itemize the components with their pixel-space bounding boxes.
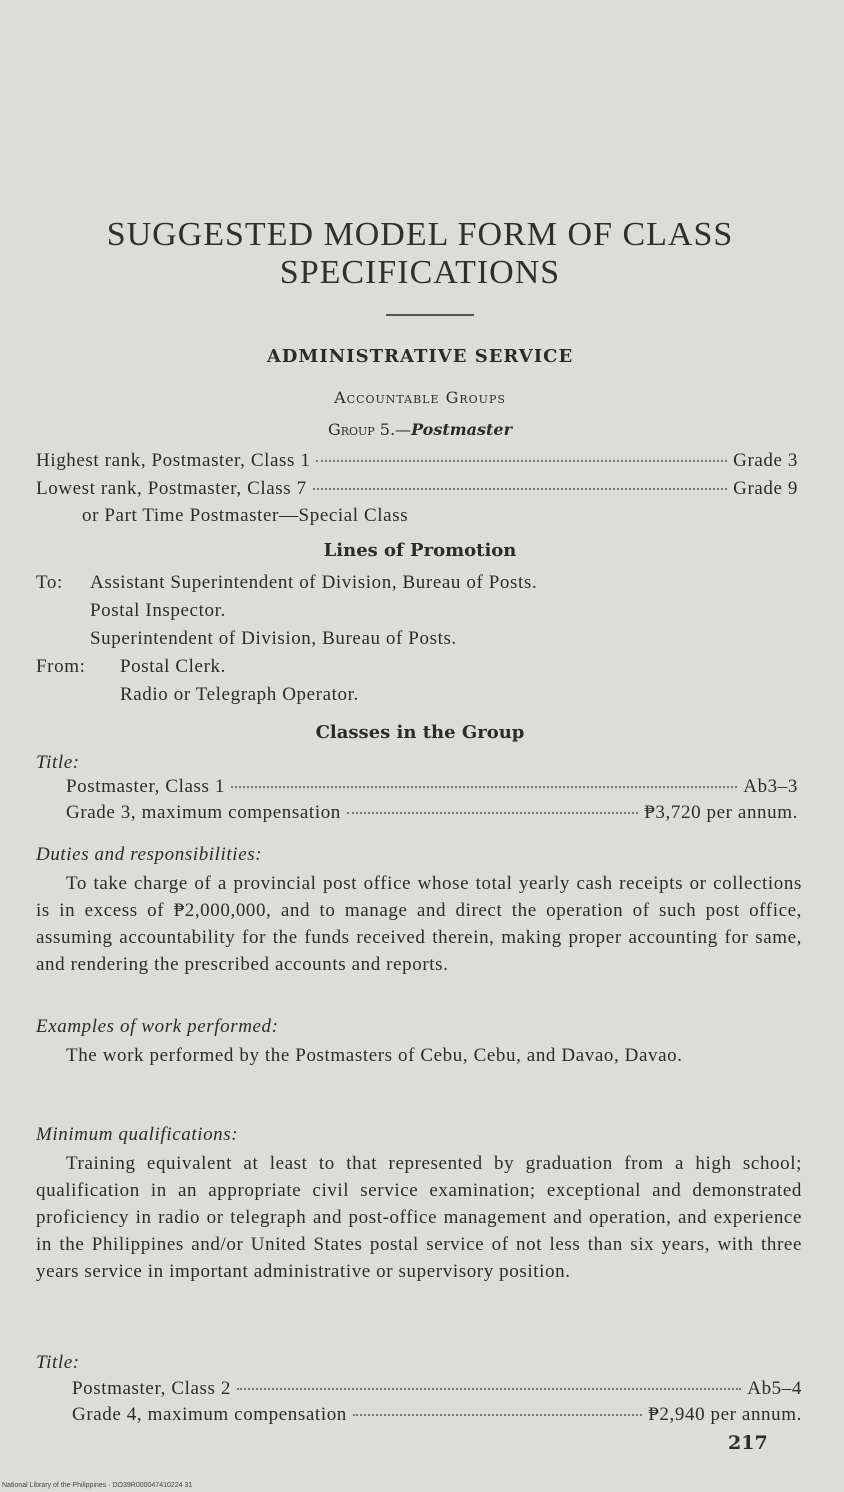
group-heading [80, 420, 760, 439]
leader-dots [313, 488, 727, 490]
leader-dots [231, 786, 737, 788]
service-heading: ADMINISTRATIVE SERVICE [266, 346, 574, 367]
class1-compensation: ₱3,720 per annum. [644, 802, 798, 823]
lowest-rank-grade: Grade 9 [733, 478, 798, 499]
leader-dots [237, 1388, 741, 1390]
examples-label: Examples of work performed: [36, 1016, 279, 1037]
class2-title-label: Title: [36, 1352, 80, 1373]
class1-code: Ab3–3 [743, 776, 798, 797]
class1-grade-row [66, 802, 798, 824]
from-item: Postal Clerk. [120, 656, 226, 677]
class1-name: Postmaster, Class 1 [66, 776, 225, 797]
class1-grade: Grade 3, maximum compensation [66, 802, 341, 823]
lowest-rank-row [36, 478, 798, 500]
group-name: Postmaster [411, 420, 513, 439]
leader-dots [347, 812, 638, 814]
from-label: From: [36, 656, 86, 677]
class2-grade-row [72, 1404, 802, 1426]
part-time-note: or Part Time Postmaster—Special Class [82, 505, 409, 526]
examples-text: The work performed by the Postmasters of Cebu, Cebu, and Davao, Davao. [66, 1045, 683, 1066]
page-number: 217 [728, 1432, 768, 1454]
title-divider [386, 314, 474, 316]
duties-label: Duties and responsibilities: [36, 844, 263, 865]
group-prefix: Group 5.— [327, 420, 412, 439]
lowest-rank-label: Lowest rank, Postmaster, Class 7 [36, 478, 307, 499]
class2-code: Ab5–4 [747, 1378, 802, 1399]
archive-footer: National Library of the Philippines · DO39R000047410224 31 [2, 1482, 193, 1489]
to-label: To: [36, 572, 63, 593]
class2-name-row [72, 1378, 802, 1400]
examples-paragraph [36, 1042, 802, 1069]
qualifications-paragraph [36, 1150, 802, 1285]
page-title-line1: SUGGESTED MODEL FORM OF CLASS [106, 216, 734, 253]
highest-rank-label: Highest rank, Postmaster, Class 1 [36, 450, 311, 471]
duties-paragraph [36, 870, 802, 978]
leader-dots [353, 1414, 642, 1416]
to-item: Superintendent of Division, Bureau of Posts. [90, 628, 457, 649]
class2-name: Postmaster, Class 2 [72, 1378, 231, 1399]
class2-compensation: ₱2,940 per annum. [648, 1404, 802, 1425]
groups-heading: Accountable Groups [334, 388, 506, 407]
highest-rank-row [36, 450, 798, 472]
highest-rank-grade: Grade 3 [733, 450, 798, 471]
class2-grade: Grade 4, maximum compensation [72, 1404, 347, 1425]
class1-title-label: Title: [36, 752, 80, 773]
page-title-line2: SPECIFICATIONS [279, 254, 561, 291]
lines-heading: Lines of Promotion [323, 540, 517, 561]
to-item: Postal Inspector. [90, 600, 226, 621]
duties-text: To take charge of a provincial post office whose total yearly cash receipts or collections is in excess of ₱2,000,000, and to manage and direct the operation of such post office, assuming accountability for the funds received therein, making proper accounting for same, and rendering the prescribed accounts and reports. [36, 873, 802, 975]
classes-heading: Classes in the Group [315, 722, 525, 743]
to-item: Assistant Superintendent of Division, Bureau of Posts. [90, 572, 538, 593]
qualifications-label: Minimum qualifications: [36, 1124, 239, 1145]
leader-dots [316, 460, 727, 462]
qualifications-text: Training equivalent at least to that represented by graduation from a high school; qualification in an appropriate civil service examination; exceptional and demonstrated proficiency in radio or telegraph and post-office management and operation, and experience in the Philippines and/or United States postal service of not less than six years, with three years service in important administrative or supervisory position. [36, 1153, 802, 1282]
class1-name-row [66, 776, 798, 798]
from-item: Radio or Telegraph Operator. [120, 684, 359, 705]
